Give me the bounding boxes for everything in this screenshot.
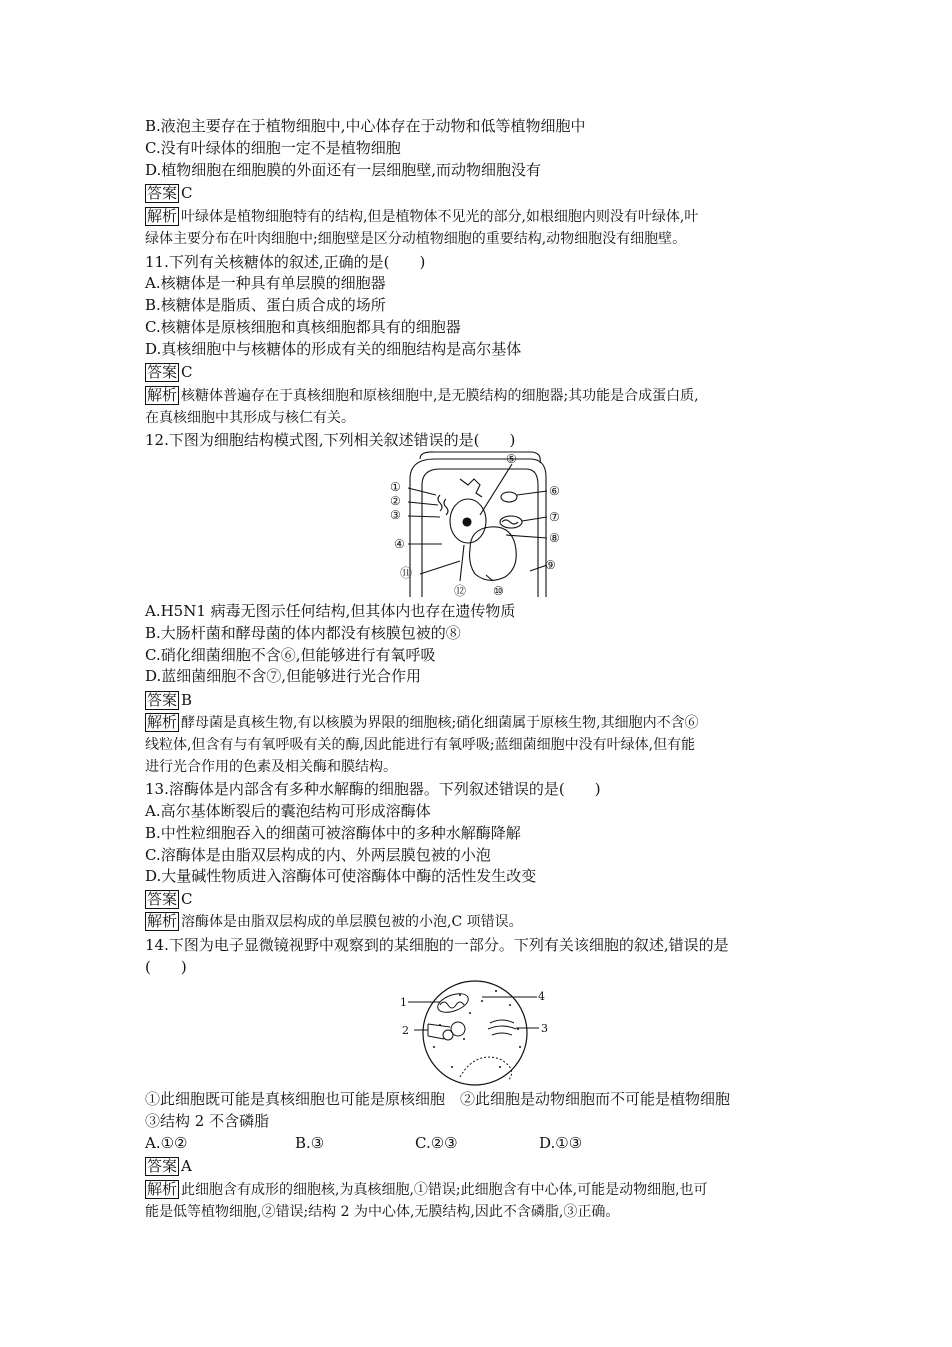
answer-value: A: [181, 1157, 192, 1175]
q11-option-a: A.核糖体是一种具有单层膜的细胞器: [145, 274, 386, 292]
q12-analysis-cont1: 线粒体,但含有与有氧呼吸有关的酶,因此能进行有氧呼吸;蓝细菌细胞中没有叶绿体,但有能: [145, 737, 696, 753]
q14-option-b: B.③: [295, 1134, 325, 1152]
answer-tag: 答案: [147, 691, 178, 709]
analysis-tag: 解析: [147, 1180, 178, 1198]
label-12: ⑫: [454, 584, 467, 598]
label-9: ⑨: [545, 558, 556, 572]
q14-option-d: D.①③: [539, 1134, 583, 1152]
analysis-text: 酵母菌是真核生物,有以核膜为界限的细胞核;硝化细菌属于原核生物,其细胞内不含⑥: [181, 715, 699, 731]
q10-option-b: B.液泡主要存在于植物细胞中,中心体存在于动物和低等植物细胞中: [145, 117, 586, 135]
q14-options: [145, 1133, 582, 1153]
q14-stem-paren: ( ): [145, 958, 187, 976]
q10-option-d: D.植物细胞在细胞膜的外面还有一层细胞壁,而动物细胞没有: [145, 161, 542, 179]
answer-value: C: [181, 363, 193, 381]
label-5: ⑤: [506, 452, 517, 466]
label-7: ⑦: [549, 510, 560, 524]
micro-label-4: 4: [538, 990, 545, 1003]
q12-analysis-cont2: 进行光合作用的色素及相关酶和膜结构。: [145, 759, 397, 775]
q12-option-c: C.硝化细菌细胞不含⑥,但能够进行有氧呼吸: [145, 646, 436, 664]
q14-analysis: [145, 1180, 708, 1200]
label-6: ⑥: [549, 484, 560, 498]
micro-label-3: 3: [541, 1022, 548, 1035]
analysis-tag: 解析: [147, 912, 178, 930]
q10-option-c: C.没有叶绿体的细胞一定不是植物细胞: [145, 139, 401, 157]
label-3: ③: [390, 508, 401, 522]
q11-option-b: B.核糖体是脂质、蛋白质合成的场所: [145, 296, 386, 314]
q12-option-b: B.大肠杆菌和酵母菌的体内都没有核膜包被的⑧: [145, 624, 461, 642]
q12-analysis: [145, 713, 699, 733]
q13-analysis: [145, 912, 523, 932]
q13-option-a: A.高尔基体断裂后的囊泡结构可形成溶酶体: [145, 802, 431, 820]
q12-stem: 12.下图为细胞结构模式图,下列相关叙述错误的是( ): [145, 431, 516, 449]
cell-micrograph-diagram: [400, 977, 550, 1087]
answer-tag: 答案: [147, 1157, 178, 1175]
analysis-tag: 解析: [147, 386, 178, 404]
q11-option-c: C.核糖体是原核细胞和真核细胞都具有的细胞器: [145, 318, 461, 336]
q12-option-a: A.H5N1 病毒无图示任何结构,但其体内也存在遗传物质: [145, 602, 516, 620]
q10-analysis: [145, 207, 698, 227]
micro-label-2: 2: [402, 1024, 409, 1037]
q13-answer: [145, 889, 193, 909]
analysis-text: 核糖体普遍存在于真核细胞和原核细胞中,是无膜结构的细胞器;其功能是合成蛋白质,: [181, 388, 699, 404]
q13-stem: 13.溶酶体是内部含有多种水解酶的细胞器。下列叙述错误的是( ): [145, 780, 601, 798]
q12-answer: [145, 690, 192, 710]
micro-label-1: 1: [400, 996, 407, 1009]
q12-option-d: D.蓝细菌细胞不含⑦,但能够进行光合作用: [145, 667, 422, 685]
analysis-text: 此细胞含有成形的细胞核,为真核细胞,①错误;此细胞含有中心体,可能是动物细胞,也可: [181, 1182, 708, 1198]
label-11: ⑪: [400, 566, 413, 580]
label-4: ④: [394, 537, 405, 551]
analysis-text: 溶酶体是由脂双层构成的单层膜包被的小泡,C 项错误。: [181, 914, 523, 930]
label-8: ⑧: [549, 531, 560, 545]
analysis-tag: 解析: [147, 207, 178, 225]
q14-statement-1: ①此细胞既可能是真核细胞也可能是原核细胞 ②此细胞是动物细胞而不可能是植物细胞: [145, 1090, 731, 1108]
label-2: ②: [390, 494, 401, 508]
q13-option-b: B.中性粒细胞吞入的细菌可被溶酶体中的多种水解酶降解: [145, 824, 521, 842]
q10-analysis-cont: 绿体主要分布在叶肉细胞中;细胞壁是区分动植物细胞的重要结构,动物细胞没有细胞壁。: [145, 231, 687, 247]
answer-tag: 答案: [147, 184, 178, 202]
q14-statement-2: ③结构 2 不含磷脂: [145, 1112, 270, 1130]
analysis-tag: 解析: [147, 713, 178, 731]
q13-option-c: C.溶酶体是由脂双层构成的内、外两层膜包被的小泡: [145, 846, 491, 864]
answer-value: B: [181, 691, 193, 709]
answer-tag: 答案: [147, 890, 178, 908]
q11-answer: [145, 362, 193, 382]
label-1: ①: [390, 480, 401, 494]
analysis-text: 叶绿体是植物细胞特有的结构,但是植物体不见光的部分,如根细胞内则没有叶绿体,叶: [181, 209, 699, 225]
answer-value: C: [181, 890, 193, 908]
q13-option-d: D.大量碱性物质进入溶酶体可使溶酶体中酶的活性发生改变: [145, 867, 537, 885]
cell-wall-outline: [410, 452, 546, 597]
q11-analysis-cont: 在真核细胞中其形成与核仁有关。: [145, 410, 355, 426]
plant-cell-diagram: [380, 449, 580, 599]
q14-option-a: A.①②: [145, 1134, 188, 1152]
q11-stem: 11.下列有关核糖体的叙述,正确的是( ): [145, 253, 426, 271]
label-10: ⑩: [493, 584, 504, 598]
answer-value: C: [181, 184, 193, 202]
q14-option-c: C.②③: [415, 1134, 458, 1152]
q14-answer: [145, 1156, 192, 1176]
q14-stem: 14.下图为电子显微镜视野中观察到的某细胞的一部分。下列有关该细胞的叙述,错误的是: [145, 936, 729, 954]
q11-analysis: [145, 386, 699, 406]
q14-analysis-cont: 能是低等植物细胞,②错误;结构 2 为中心体,无膜结构,因此不含磷脂,③正确。: [145, 1204, 620, 1220]
answer-tag: 答案: [147, 363, 178, 381]
q11-option-d: D.真核细胞中与核糖体的形成有关的细胞结构是高尔基体: [145, 340, 522, 358]
q10-answer: [145, 183, 193, 203]
